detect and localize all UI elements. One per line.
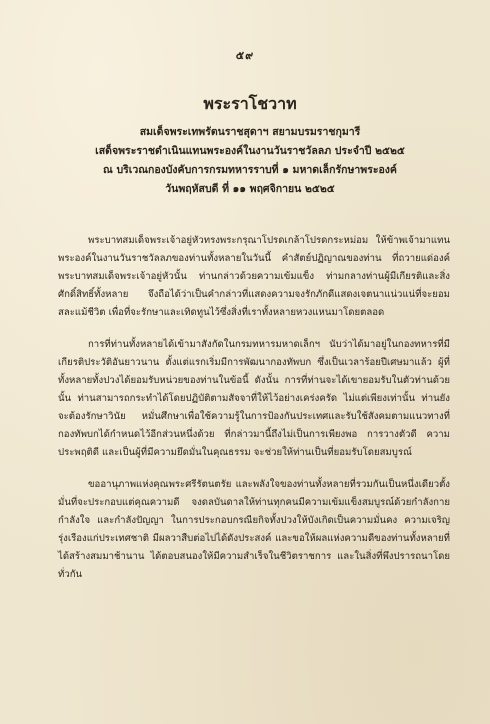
subtitle-line-2: เสด็จพระราชดำเนินแทนพระองค์ในงานวันราชวัลลภ ประจำปี ๒๕๒๕ [95,145,405,157]
subtitle-line-4: วันพฤหัสบดี ที่ ๑๑ พฤศจิกายน ๒๕๒๕ [165,183,335,195]
subtitle-line-1: สมเด็จพระเทพรัตนราชสุดาฯ สยามบรมราชกุมารี [139,126,361,138]
speech-body [58,232,450,598]
page-title: พระราโชวาท [203,94,297,113]
paragraph-2: การที่ท่านทั้งหลายได้เข้ามาสังกัดในกรมทหารมหาดเล็กฯ นับว่าได้มาอยู่ในกองทหารที่มีเกียรติประวัติอันยาวนาน ตั้งแต่แรกเริ่มมีการพัฒนากองทัพบก ซึ่งเป็นเวลาร้อยปีเศษมาแล้ว ผู้ที่ทั้งหลายทั้งปวงได้ยอมรับหน่วยของท่านในข้อนี้ ดังนั้น การที่ท่านจะได้เขายอมรับในตัวท่านด้วยนั้น ท่านสามารถกระทำได้โดยปฏิบัติตามสัจจาที่ให้ไว้อย่างเคร่งครัด ไม่แต่เพียงเท่านั้น ท่านยังจะต้องรักษาวินัย หมั่นศึกษาเพื่อใช้ความรู้ในการป้องกันประเทศและรับใช้สังคมตามแนวทางที่กองทัพบกได้กำหนดไว้อีกส่วนหนึ่งด้วย ที่กล่าวมานี้ถึงไม่เป็นการเพียงพอ การวางตัวดี ความประพฤติดี และเป็นผู้ที่มีความยึดมั่นในคุณธรรม จะช่วยให้ท่านเป็นที่ยอมรับโดยสมบูรณ์ [58,339,450,458]
title-block [40,92,460,199]
page-number: ๕๙ [235,49,255,62]
subtitle-line-3: ณ บริเวณกองบังคับการกรมทหารราบที่ ๑ มหาดเล็กรักษาพระองค์ [103,164,397,176]
paragraph-1: พระบาทสมเด็จพระเจ้าอยู่หัวทรงพระกรุณาโปรดเกล้าโปรดกระหม่อม ให้ข้าพเจ้ามาแทนพระองค์ในงานวันราชวัลลภของท่านทั้งหลายในวันนี้ คำสัตย์ปฏิญาณของท่าน ที่ถวายแด่องค์พระบาทสมเด็จพระเจ้าอยู่หัวนั้น ท่านกล่าวด้วยความเข้มแข็ง ท่ามกลางท่านผู้มีเกียรติและสิ่งศักดิ์สิทธิ์ทั้งหลาย จึงถือได้ว่าเป็นคำกล่าวที่แสดงความจงรักภักดีแสดงเจตนาแน่วแน่ที่จะยอมสละแม้ชีวิต เพื่อที่จะรักษาและเทิดทูนไว้ซึ่งสิ่งที่เราทั้งหลายหวงแหนมาโดยตลอด [58,235,450,318]
paragraph-3: ขออานุภาพแห่งคุณพระศรีรัตนตรัย และพลังใจของท่านทั้งหลายที่รวมกันเป็นหนึ่งเดียวตั้งมั่นที่จะประกอบแต่คุณความดี จงดลบันดาลให้ท่านทุกคนมีความเข้มแข็งสมบูรณ์ด้วยกำลังกาย กำลังใจ และกำลังปัญญา ในการประกอบกรณียกิจทั้งปวงให้บังเกิดเป็นความมั่นคง ความเจริญรุ่งเรืองแก่ประเทศชาติ มีผลวาสืบต่อไปได้ดังประสงค์ และขอให้ผลแห่งความดีของท่านทั้งหลายที่ได้สร้างสมมาช้านาน ได้ตอบสนองให้มีความสำเร็จในชีวิตราชการ และในสิ่งที่พึงปรารถนาโดยทั่วกัน [58,479,450,580]
